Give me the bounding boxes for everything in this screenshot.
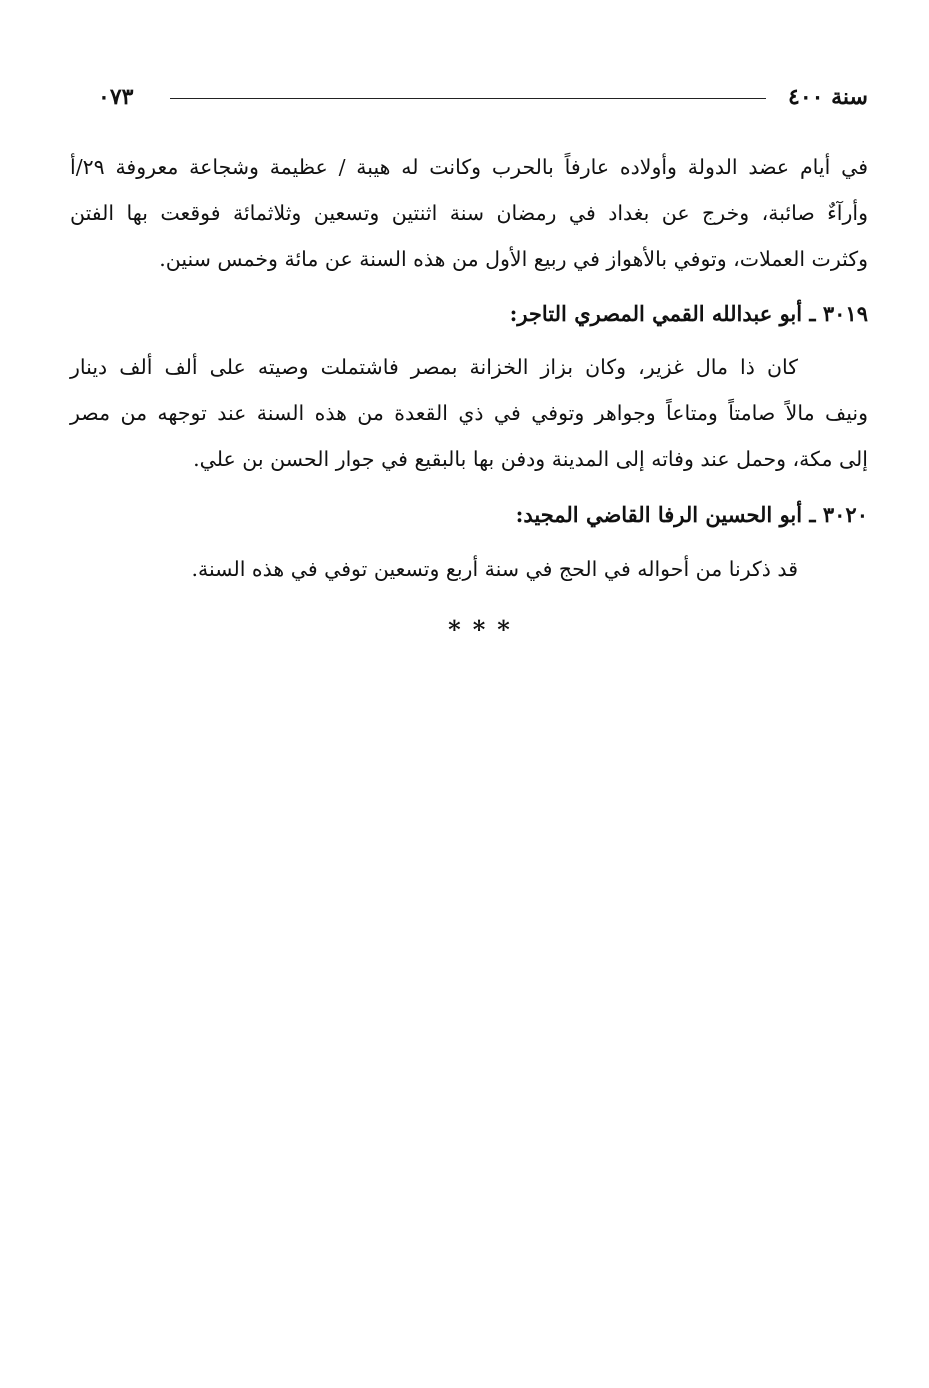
page-number: ٠٧٣ xyxy=(98,84,134,110)
header-year: سنة ٤٠٠ xyxy=(788,84,868,110)
entry-heading-3019: ٣٠١٩ ـ أبو عبدالله القمي المصري التاجر: xyxy=(509,301,868,326)
entry-3019-line-3: إلى مكة، وحمل عند وفاته إلى المدينة ودفن بها بالبقيع في جوار الحسن بن علي. xyxy=(193,447,868,471)
continuation-line-2: وأرآءٌ صائبة، وخرج عن بغداد في رمضان سنة اثنتين وتسعين وثلاثمائة فوقعت بها الفتن xyxy=(70,201,868,225)
entry-3020-line-1: قد ذكرنا من أحواله في الحج في سنة أربع وتسعين توفي في هذه السنة. xyxy=(191,557,798,581)
section-break-asterisks: *** xyxy=(448,615,522,644)
continuation-line-3: وكثرت العملات، وتوفي بالأهواز في ربيع الأول من هذه السنة عن مائة وخمس سنين. xyxy=(159,247,868,271)
entry-3019-line-2: ونيف مالاً صامتاً ومتاعاً وجواهر وتوفي في ذي القعدة من هذه السنة عند توجهه من مصر xyxy=(70,401,868,425)
entry-heading-3020: ٣٠٢٠ ـ أبو الحسين الرفا القاضي المجيد: xyxy=(515,502,868,527)
continuation-line-1: في أيام عضد الدولة وأولاده عارفاً بالحرب وكانت له هيبة / عظيمة وشجاعة معروفة ٢٩/أ xyxy=(70,155,868,179)
header-rule xyxy=(170,98,766,99)
entry-3019-line-1: كان ذا مال غزير، وكان بزاز الخزانة بمصر فاشتملت وصيته على ألف ألف دينار xyxy=(70,355,798,379)
running-header xyxy=(98,80,868,114)
